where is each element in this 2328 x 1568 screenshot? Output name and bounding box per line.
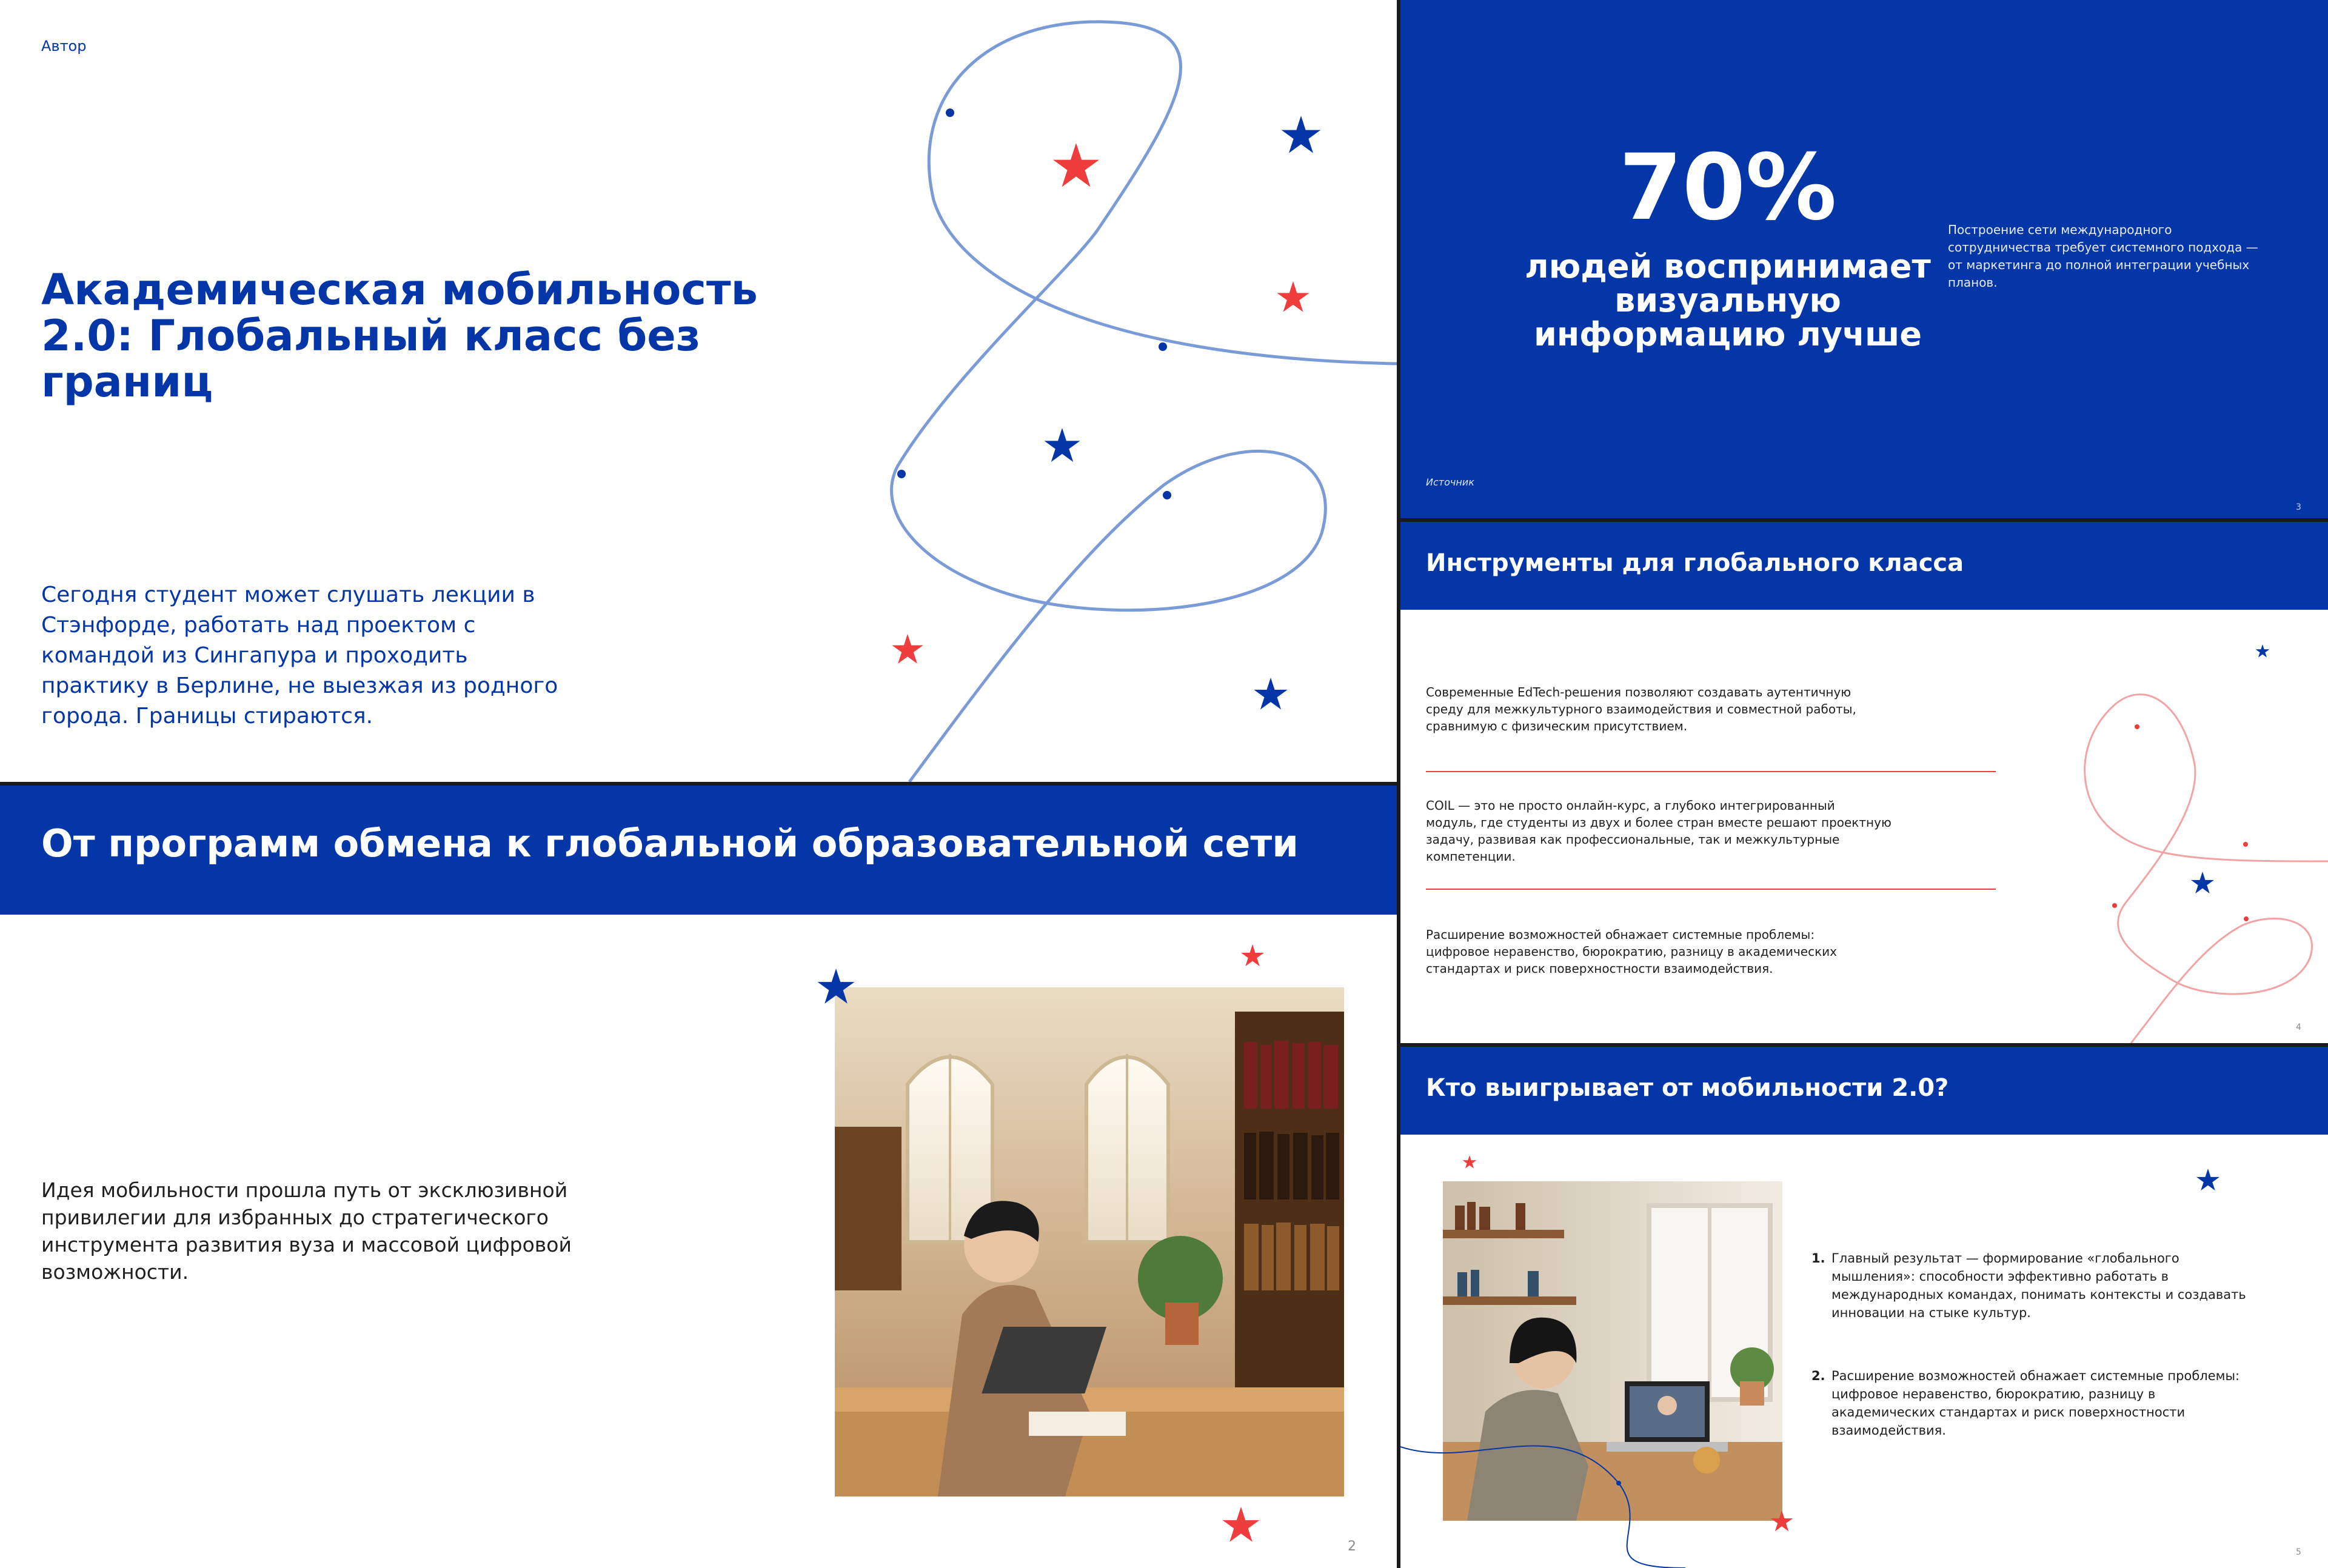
page-number: 2	[1348, 1539, 1356, 1554]
blue-star-icon	[1254, 678, 1287, 709]
blue-star-icon	[2256, 644, 2270, 658]
blue-star-icon	[1045, 428, 1080, 462]
slide-statistic	[1400, 0, 2328, 518]
list-number: 2.	[1811, 1369, 1825, 1383]
red-star-icon	[1463, 1155, 1477, 1169]
slide-exchange	[0, 786, 1397, 1568]
blue-star-icon	[1282, 116, 1321, 153]
slide-tools	[1400, 522, 2328, 1043]
library-photo	[835, 987, 1344, 1496]
slide-heading: От программ обмена к глобальной образовательной сети	[41, 821, 1299, 866]
list-item: 2. Расширение возможностей обнажает системные проблемы: цифровое неравенство, бюрократию, разницу в академических стандартах и риск поверхностности взаимодействия.	[1811, 1367, 2303, 1440]
numbered-list	[1811, 1249, 2303, 1440]
red-star-icon	[892, 634, 923, 664]
list-item: 1. Главный результат — формирование «глобального мышления»: способности эффективно работать в международных командах, понимать контексты и создавать инновации на стыке культур.	[1811, 1249, 2303, 1322]
stat-value: 70%	[1619, 135, 1837, 241]
red-star-icon	[1277, 281, 1309, 312]
text-block: COIL — это не просто онлайн-курс, а глубоко интегрированный модуль, где студенты из двух и более стран вместе решают проектную задачу, развивая как профессиональные, так и межкультурные компетенции.	[1426, 798, 1891, 864]
slide-heading: Кто выигрывает от мобильности 2.0?	[1426, 1074, 1949, 1102]
blue-star-icon	[2196, 1169, 2219, 1190]
stat-caption: людей воспринимает визуальную информацию лучше	[1525, 247, 1931, 353]
red-star-icon	[1223, 1507, 1260, 1542]
slide-title-heading: Академическая мобильность 2.0: Глобальный класс без границ	[41, 265, 758, 407]
blue-star-icon	[2191, 872, 2214, 893]
slide-heading: Инструменты для глобального класса	[1426, 549, 1964, 577]
source-label: Источник	[1426, 476, 1474, 488]
slide-beneficiaries	[1400, 1047, 2328, 1568]
body-paragraph: Идея мобильности прошла путь от эксклюзивной привилегии для избранных до стратегического инструмента развития вуза и массовой цифровой возможности.	[41, 1178, 572, 1284]
slide-title	[0, 0, 1397, 782]
text-block: Расширение возможностей обнажает системные проблемы: цифровое неравенство, бюрократию, разницу в академических стандартах и риск поверхностности взаимодействия.	[1426, 927, 1837, 976]
red-star-icon	[1053, 143, 1099, 187]
page-number: 5	[2296, 1547, 2301, 1557]
list-number: 1.	[1811, 1251, 1825, 1266]
page-number: 4	[2296, 1023, 2301, 1032]
red-star-icon	[1241, 944, 1264, 966]
text-block: Современные EdTech-решения позволяют создавать аутентичную среду для межкультурного взаимодействия и совместной работы, сравнимую с физическим присутствием.	[1426, 685, 1856, 733]
stat-description: Построение сети международного сотрудничества требует системного подхода — от маркетинга до полной интеграции учебных планов.	[1948, 222, 2258, 290]
author-label: Автор	[41, 38, 87, 55]
intro-paragraph: Сегодня студент может слушать лекции в Стэнфорде, работать над проектом с командой из Сингапура и проходить практику в Берлине, не выезжая из родного города. Границы стираются.	[41, 582, 558, 729]
page-number: 3	[2296, 502, 2301, 512]
student-video-call-photo	[1443, 1181, 1782, 1521]
